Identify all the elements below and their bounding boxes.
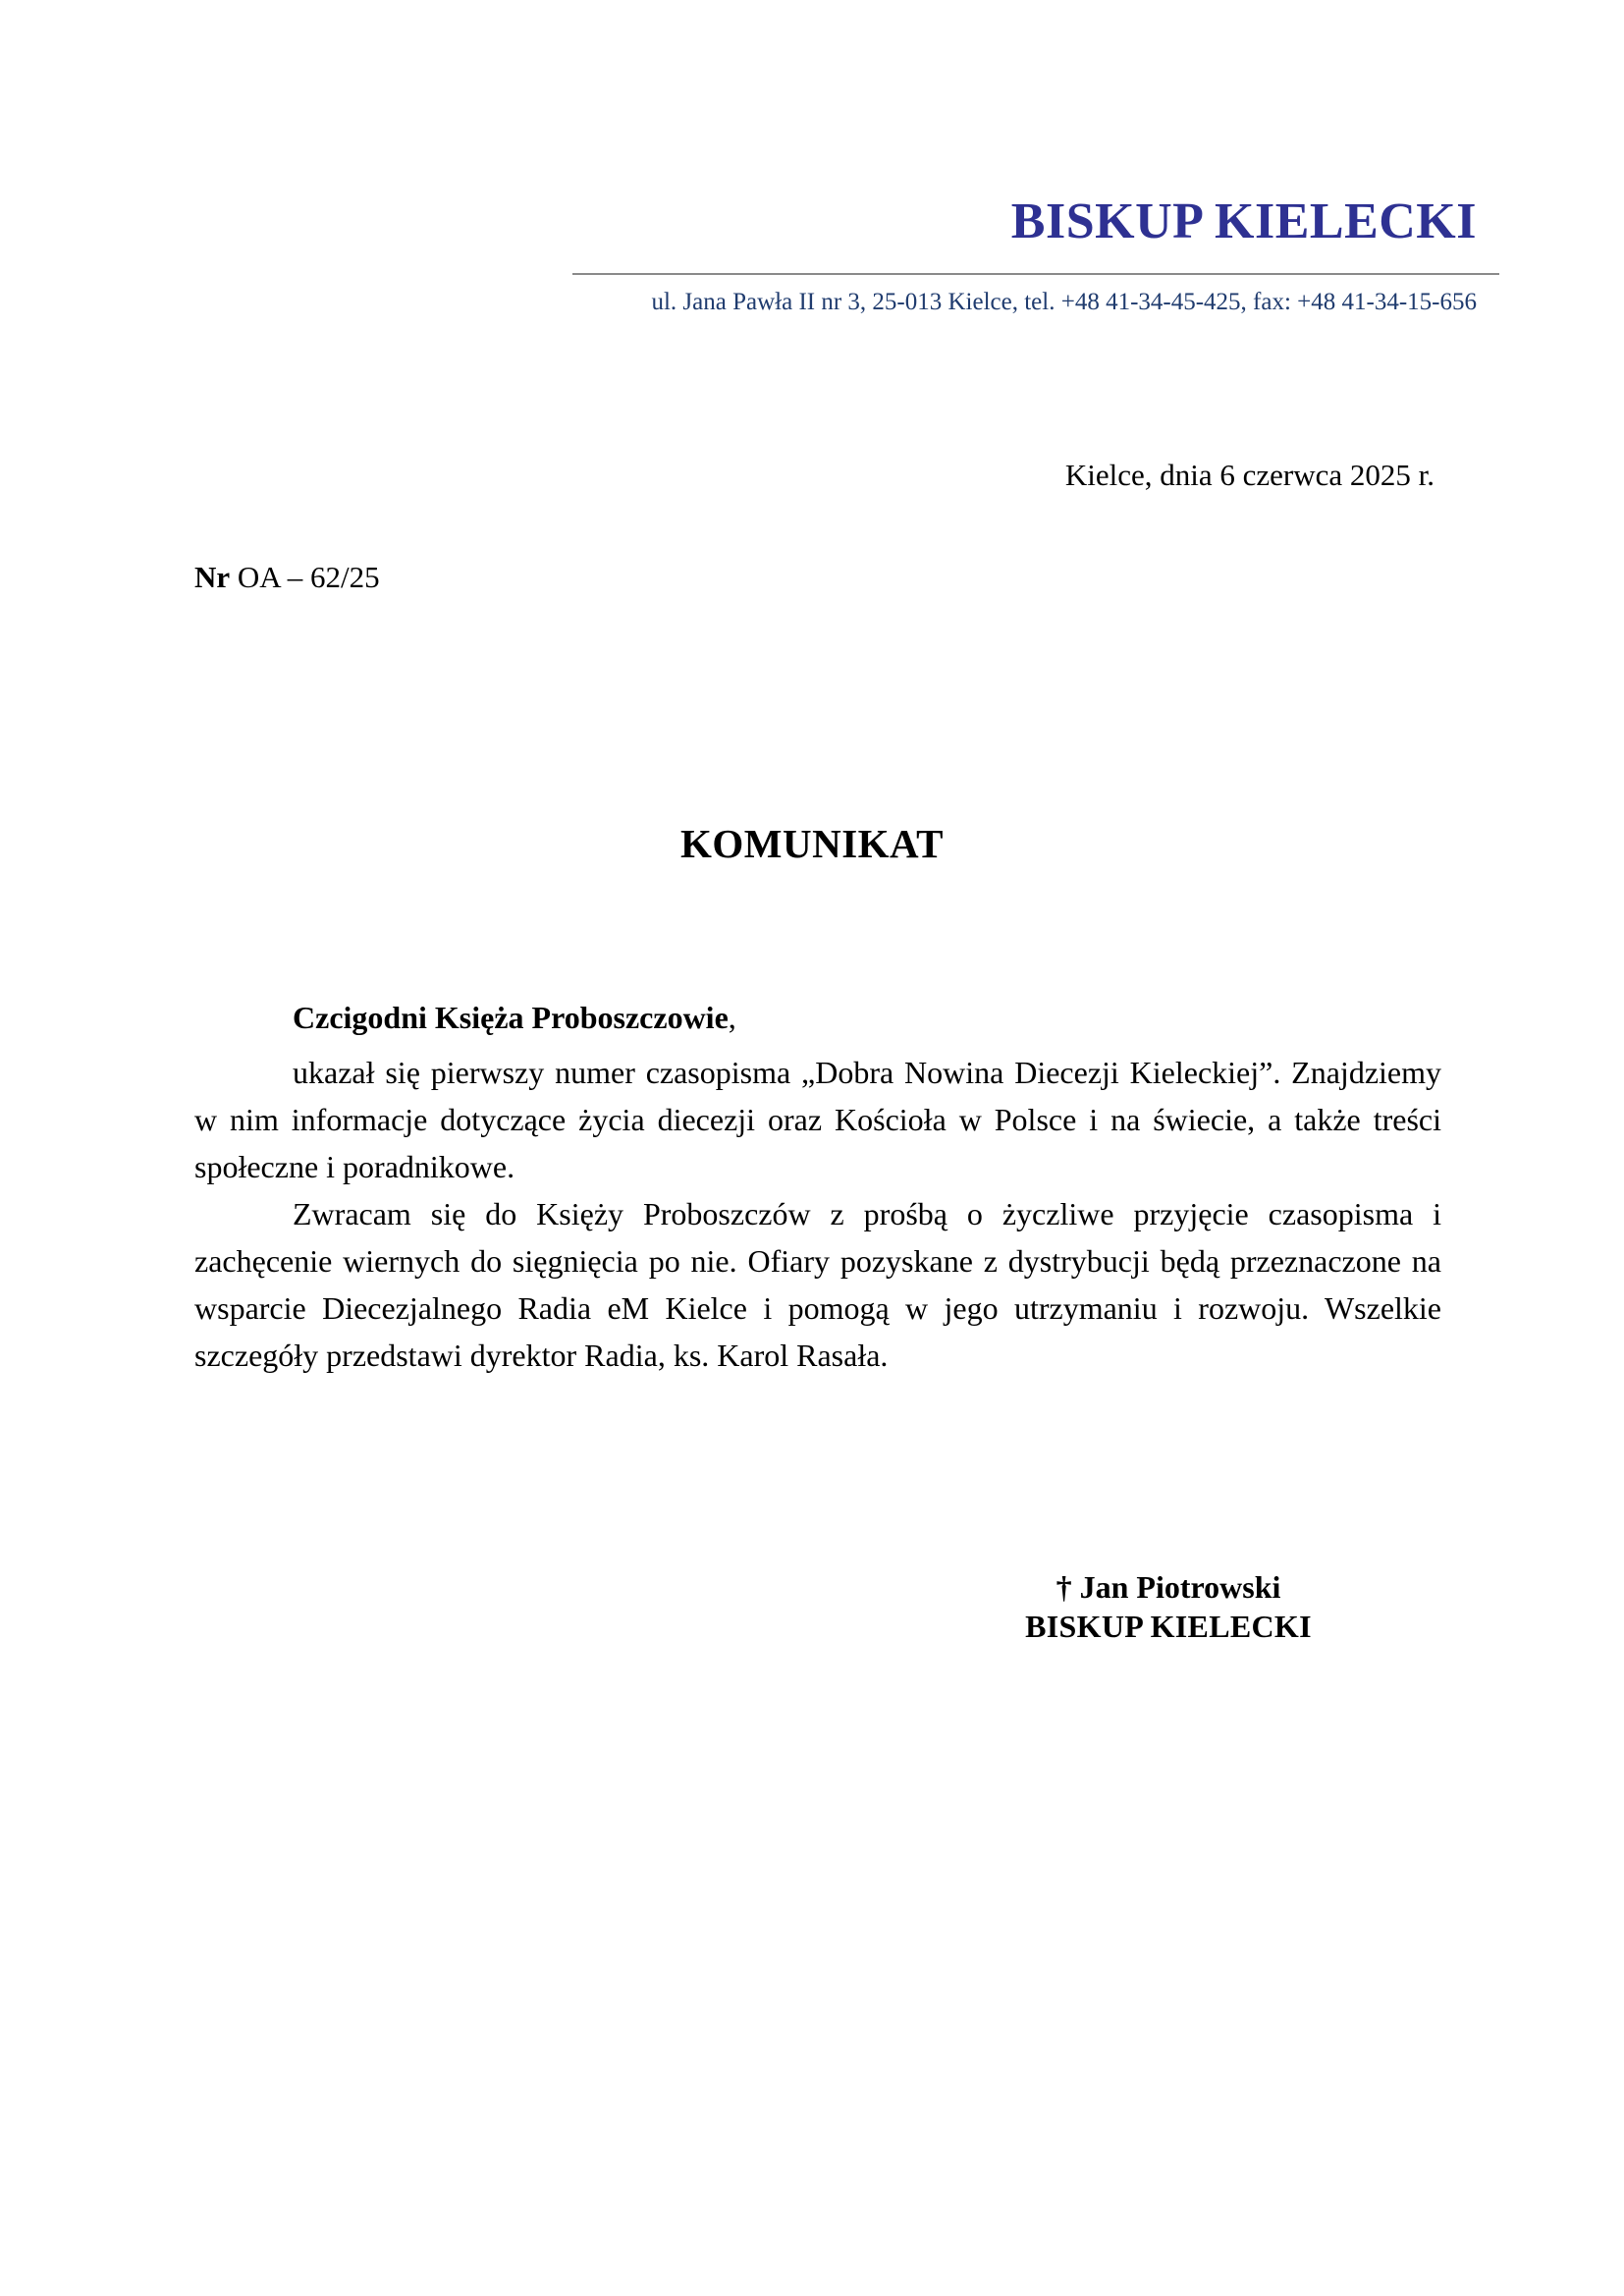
reference-value: OA – 62/25 xyxy=(230,560,380,594)
signature-block xyxy=(982,1567,1355,1646)
letterhead-divider xyxy=(572,273,1499,275)
body-text xyxy=(194,1049,1441,1379)
date-line: Kielce, dnia 6 czerwca 2025 r. xyxy=(1064,458,1435,492)
body-paragraph: ukazał się pierwszy numer czasopisma „Dobra Nowina Diecezji Kieleckiej”. Znajdziemy w nim informacje dotyczące życia diecezji oraz Kościoła w Polsce i na świecie, a także treści społeczne i poradnikowe. xyxy=(194,1055,1441,1184)
salutation-punctuation: , xyxy=(728,1000,736,1035)
letterhead-title: BISKUP KIELECKI xyxy=(1010,193,1477,249)
signature-title: BISKUP KIELECKI xyxy=(1025,1609,1312,1644)
body-paragraph: Zwracam się do Księży Proboszczów z prośbą o życzliwe przyjęcie czasopisma i zachęcenie wiernych do sięgnięcia po nie. Ofiary pozyskane z dystrybucji będą przeznaczone na wsparcie Diecezjalnego Radia eM Kielce i pomogą w jego utrzymaniu i rozwoju. Wszelkie szczegóły przedstawi dyrektor Radia, ks. Karol Rasała. xyxy=(194,1196,1441,1373)
document-heading: KOMUNIKAT xyxy=(680,821,944,866)
signature-name: † Jan Piotrowski xyxy=(1056,1569,1281,1605)
letterhead-address: ul. Jana Pawła II nr 3, 25-013 Kielce, tel. +48 41-34-45-425, fax: +48 41-34-15-656 xyxy=(651,289,1477,315)
reference-label: Nr xyxy=(194,560,231,594)
salutation xyxy=(293,1000,736,1036)
salutation-name: Czcigodni Księża Proboszczowie xyxy=(293,1000,729,1035)
reference-number xyxy=(194,560,380,595)
